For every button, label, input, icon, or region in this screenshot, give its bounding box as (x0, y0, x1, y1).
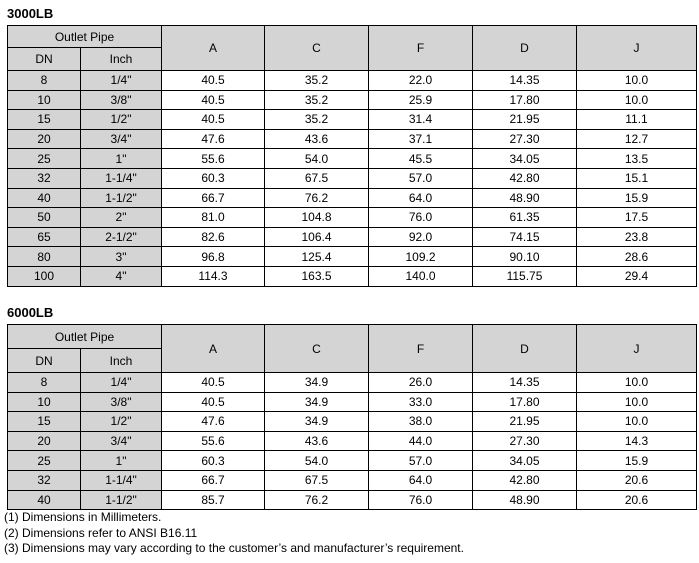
cell-a: 66.7 (162, 188, 265, 208)
cell-dn: 25 (8, 451, 81, 471)
cell-inch: 1/2" (81, 412, 162, 432)
cell-f: 57.0 (369, 168, 473, 188)
cell-c: 125.4 (265, 247, 369, 267)
cell-a: 81.0 (162, 208, 265, 228)
cell-d: 74.15 (473, 227, 577, 247)
header-dn: DN (8, 48, 81, 71)
cell-a: 114.3 (162, 266, 265, 286)
table-row (8, 470, 697, 490)
cell-j: 15.9 (577, 451, 697, 471)
cell-d: 14.35 (473, 373, 577, 393)
cell-c: 76.2 (265, 188, 369, 208)
cell-a: 55.6 (162, 431, 265, 451)
cell-c: 34.9 (265, 373, 369, 393)
cell-j: 15.1 (577, 168, 697, 188)
table-row (8, 208, 697, 228)
cell-c: 35.2 (265, 110, 369, 130)
cell-d: 17.80 (473, 90, 577, 110)
table-row (8, 110, 697, 130)
cell-c: 54.0 (265, 149, 369, 169)
cell-d: 27.30 (473, 129, 577, 149)
cell-f: 76.0 (369, 208, 473, 228)
cell-f: 109.2 (369, 247, 473, 267)
cell-dn: 32 (8, 470, 81, 490)
cell-inch: 3/8" (81, 392, 162, 412)
cell-dn: 20 (8, 129, 81, 149)
table-row (8, 149, 697, 169)
cell-inch: 3" (81, 247, 162, 267)
cell-f: 45.5 (369, 149, 473, 169)
cell-f: 140.0 (369, 266, 473, 286)
cell-dn: 65 (8, 227, 81, 247)
header-outlet-pipe: Outlet Pipe (8, 325, 162, 349)
footnote-2: (2) Dimensions refer to ANSI B16.11 (4, 525, 198, 540)
cell-c: 34.9 (265, 412, 369, 432)
cell-d: 42.80 (473, 168, 577, 188)
cell-inch: 2-1/2" (81, 227, 162, 247)
table-row (8, 129, 697, 149)
cell-d: 34.05 (473, 149, 577, 169)
table-3000lb (7, 25, 697, 287)
cell-j: 20.6 (577, 490, 697, 510)
cell-a: 85.7 (162, 490, 265, 510)
cell-j: 28.6 (577, 247, 697, 267)
cell-d: 90.10 (473, 247, 577, 267)
cell-d: 42.80 (473, 470, 577, 490)
table-row (8, 71, 697, 91)
header-d: D (473, 325, 577, 373)
cell-dn: 50 (8, 208, 81, 228)
cell-inch: 2" (81, 208, 162, 228)
header-inch: Inch (81, 48, 162, 71)
cell-d: 61.35 (473, 208, 577, 228)
header-c: C (265, 26, 369, 71)
table-6000lb-title: 6000LB (7, 305, 54, 320)
cell-j: 13.5 (577, 149, 697, 169)
cell-a: 60.3 (162, 168, 265, 188)
table-row (8, 188, 697, 208)
cell-a: 55.6 (162, 149, 265, 169)
table-row (8, 373, 697, 393)
footnote-1: (1) Dimensions in Millimeters. (4, 510, 162, 524)
cell-f: 38.0 (369, 412, 473, 432)
cell-c: 76.2 (265, 490, 369, 510)
cell-a: 40.5 (162, 90, 265, 110)
cell-a: 82.6 (162, 227, 265, 247)
cell-dn: 8 (8, 373, 81, 393)
table-row (8, 247, 697, 267)
cell-f: 37.1 (369, 129, 473, 149)
cell-f: 33.0 (369, 392, 473, 412)
table-row (8, 168, 697, 188)
cell-c: 43.6 (265, 129, 369, 149)
cell-inch: 1/4" (81, 373, 162, 393)
cell-dn: 40 (8, 188, 81, 208)
cell-d: 27.30 (473, 431, 577, 451)
cell-a: 40.5 (162, 110, 265, 130)
table-row (8, 431, 697, 451)
cell-inch: 1-1/4" (81, 470, 162, 490)
cell-j: 10.0 (577, 71, 697, 91)
header-a: A (162, 325, 265, 373)
cell-f: 64.0 (369, 470, 473, 490)
header-f: F (369, 26, 473, 71)
cell-c: 67.5 (265, 168, 369, 188)
cell-inch: 1/2" (81, 110, 162, 130)
cell-d: 14.35 (473, 71, 577, 91)
cell-a: 47.6 (162, 129, 265, 149)
cell-d: 21.95 (473, 110, 577, 130)
cell-f: 25.9 (369, 90, 473, 110)
table-3000lb-title: 3000LB (7, 6, 54, 21)
header-inch: Inch (81, 349, 162, 373)
cell-dn: 40 (8, 490, 81, 510)
cell-dn: 80 (8, 247, 81, 267)
cell-a: 66.7 (162, 470, 265, 490)
cell-c: 35.2 (265, 71, 369, 91)
cell-d: 115.75 (473, 266, 577, 286)
header-a: A (162, 26, 265, 71)
table-row (8, 392, 697, 412)
cell-dn: 25 (8, 149, 81, 169)
cell-c: 67.5 (265, 470, 369, 490)
cell-c: 35.2 (265, 90, 369, 110)
header-f: F (369, 325, 473, 373)
cell-a: 60.3 (162, 451, 265, 471)
cell-a: 40.5 (162, 71, 265, 91)
cell-inch: 1/4" (81, 71, 162, 91)
cell-dn: 10 (8, 90, 81, 110)
cell-j: 12.7 (577, 129, 697, 149)
cell-j: 15.9 (577, 188, 697, 208)
cell-dn: 15 (8, 110, 81, 130)
cell-j: 10.0 (577, 392, 697, 412)
header-dn: DN (8, 349, 81, 373)
table-row (8, 412, 697, 432)
cell-f: 26.0 (369, 373, 473, 393)
cell-j: 10.0 (577, 373, 697, 393)
cell-dn: 20 (8, 431, 81, 451)
cell-a: 96.8 (162, 247, 265, 267)
cell-dn: 15 (8, 412, 81, 432)
cell-inch: 1-1/2" (81, 490, 162, 510)
cell-j: 10.0 (577, 412, 697, 432)
cell-j: 11.1 (577, 110, 697, 130)
cell-f: 22.0 (369, 71, 473, 91)
cell-j: 20.6 (577, 470, 697, 490)
cell-inch: 3/8" (81, 90, 162, 110)
cell-f: 31.4 (369, 110, 473, 130)
header-d: D (473, 26, 577, 71)
table-row (8, 451, 697, 471)
cell-dn: 100 (8, 266, 81, 286)
cell-j: 23.8 (577, 227, 697, 247)
cell-inch: 1" (81, 149, 162, 169)
cell-j: 17.5 (577, 208, 697, 228)
table-6000lb (7, 324, 697, 510)
footnotes (4, 510, 464, 557)
cell-c: 43.6 (265, 431, 369, 451)
table-row (8, 490, 697, 510)
cell-d: 34.05 (473, 451, 577, 471)
cell-d: 48.90 (473, 490, 577, 510)
cell-a: 40.5 (162, 373, 265, 393)
cell-inch: 4" (81, 266, 162, 286)
cell-f: 64.0 (369, 188, 473, 208)
cell-c: 34.9 (265, 392, 369, 412)
cell-dn: 32 (8, 168, 81, 188)
cell-a: 40.5 (162, 392, 265, 412)
cell-f: 44.0 (369, 431, 473, 451)
cell-c: 104.8 (265, 208, 369, 228)
cell-c: 106.4 (265, 227, 369, 247)
cell-dn: 8 (8, 71, 81, 91)
cell-a: 47.6 (162, 412, 265, 432)
cell-f: 92.0 (369, 227, 473, 247)
cell-inch: 1-1/4" (81, 168, 162, 188)
cell-inch: 3/4" (81, 431, 162, 451)
cell-d: 21.95 (473, 412, 577, 432)
cell-dn: 10 (8, 392, 81, 412)
cell-f: 57.0 (369, 451, 473, 471)
cell-inch: 1" (81, 451, 162, 471)
cell-f: 76.0 (369, 490, 473, 510)
footnote-3: (3) Dimensions may vary according to the customer’s and manufacturer’s requirement. (4, 541, 464, 555)
cell-inch: 1-1/2" (81, 188, 162, 208)
table-row (8, 266, 697, 286)
cell-j: 10.0 (577, 90, 697, 110)
cell-j: 29.4 (577, 266, 697, 286)
header-j: J (577, 325, 697, 373)
table-row (8, 90, 697, 110)
cell-c: 163.5 (265, 266, 369, 286)
header-outlet-pipe: Outlet Pipe (8, 26, 162, 48)
header-c: C (265, 325, 369, 373)
cell-j: 14.3 (577, 431, 697, 451)
cell-d: 17.80 (473, 392, 577, 412)
header-j: J (577, 26, 697, 71)
cell-inch: 3/4" (81, 129, 162, 149)
cell-c: 54.0 (265, 451, 369, 471)
table-row (8, 227, 697, 247)
cell-d: 48.90 (473, 188, 577, 208)
